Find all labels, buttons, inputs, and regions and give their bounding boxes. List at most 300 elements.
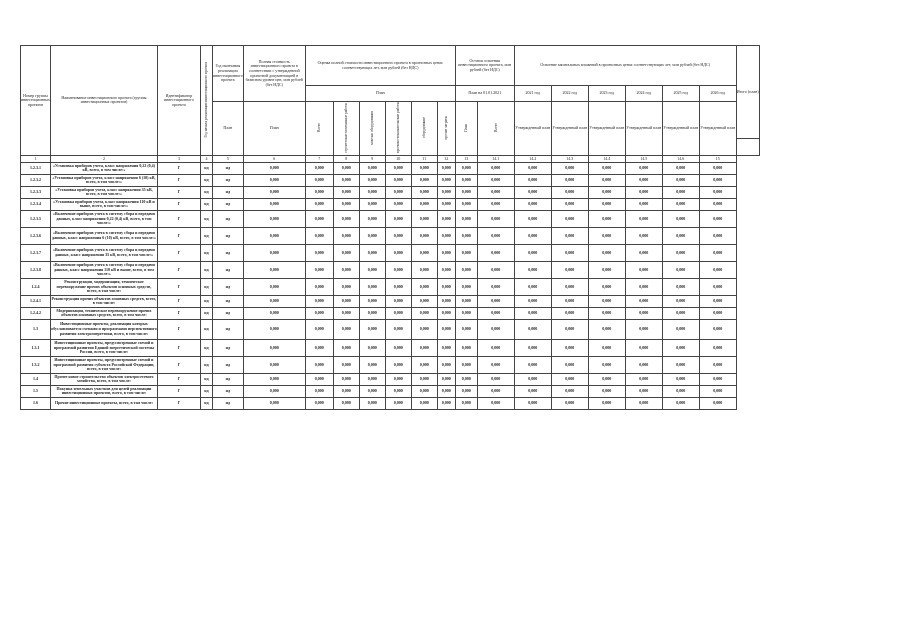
row-value: 0,000 xyxy=(477,385,514,397)
row-value: 0,000 xyxy=(333,244,359,261)
header-year-2025: 2025 год xyxy=(662,86,699,102)
column-number: 10 xyxy=(385,155,411,162)
header-remaining-plan: План xyxy=(455,102,477,156)
row-value: 0,000 xyxy=(662,186,699,198)
row-value: 0,000 xyxy=(551,373,588,385)
header-plan-col5: План xyxy=(212,102,243,156)
row-value: 0,000 xyxy=(662,373,699,385)
row-value: 0,000 xyxy=(437,385,455,397)
row-value: 0,000 xyxy=(455,385,477,397)
row-start-year: нд xyxy=(200,210,212,227)
row-value: 0,000 xyxy=(333,261,359,278)
row-value: 0,000 xyxy=(588,186,625,198)
column-number: 14.2 xyxy=(514,155,551,162)
row-start-year: нд xyxy=(200,174,212,186)
row-value: 0,000 xyxy=(305,319,333,339)
table-row xyxy=(21,244,760,261)
row-value: 0,000 xyxy=(455,295,477,307)
table-row xyxy=(21,186,760,198)
table-row xyxy=(21,174,760,186)
row-value: 0,000 xyxy=(699,244,736,261)
row-value: 0,000 xyxy=(477,295,514,307)
header-plan-col6: План xyxy=(243,102,305,156)
row-number: 1.5 xyxy=(21,385,51,397)
table-row xyxy=(21,162,760,174)
row-value: 0,000 xyxy=(333,162,359,174)
row-number: 1.2.3.3 xyxy=(21,186,51,198)
row-value: 0,000 xyxy=(514,227,551,244)
row-end-year: нд xyxy=(212,319,243,339)
row-end-year: нд xyxy=(212,295,243,307)
row-value: 0,000 xyxy=(477,261,514,278)
row-value: 0,000 xyxy=(411,186,437,198)
row-value: 0,000 xyxy=(514,397,551,409)
header-year-2023: 2023 год xyxy=(588,86,625,102)
row-value: 0,000 xyxy=(514,385,551,397)
row-value: 0,000 xyxy=(437,244,455,261)
table-row xyxy=(21,397,760,409)
row-value: 0,000 xyxy=(411,162,437,174)
row-value: 0,000 xyxy=(699,186,736,198)
row-value: 0,000 xyxy=(411,339,437,356)
row-name: Инвестиционные проекты, предусмотренные схемой и программой развития субъекта Российской Федерации, всего, в том числе: xyxy=(50,356,157,373)
row-value: 0,000 xyxy=(411,174,437,186)
row-value: 0,000 xyxy=(411,210,437,227)
row-number: 1.2.4 xyxy=(21,278,51,295)
row-value: 0,000 xyxy=(625,356,662,373)
row-end-year: нд xyxy=(212,373,243,385)
table-row xyxy=(21,356,760,373)
row-value: 0,000 xyxy=(359,385,385,397)
row-value: 0,000 xyxy=(699,227,736,244)
row-value: 0,000 xyxy=(305,307,333,319)
row-value: 0,000 xyxy=(437,319,455,339)
header-remaining-total: Всего xyxy=(477,102,514,156)
row-value: 0,000 xyxy=(437,227,455,244)
row-value: 0,000 xyxy=(243,261,305,278)
row-value: 0,000 xyxy=(333,295,359,307)
row-value: 0,000 xyxy=(625,397,662,409)
column-number: 14.5 xyxy=(625,155,662,162)
row-number: 1.2.4.2 xyxy=(21,307,51,319)
row-value: 0,000 xyxy=(411,278,437,295)
row-value: 0,000 xyxy=(437,186,455,198)
header-end-year: Год окончания реализации инвестиционного проекта xyxy=(212,46,243,102)
row-value: 0,000 xyxy=(243,295,305,307)
row-value: 0,000 xyxy=(359,198,385,210)
row-number: 1.2.3.8 xyxy=(21,261,51,278)
row-value: 0,000 xyxy=(305,198,333,210)
row-value: 0,000 xyxy=(359,339,385,356)
row-value: 0,000 xyxy=(243,162,305,174)
row-value: 0,000 xyxy=(588,356,625,373)
row-value: 0,000 xyxy=(662,385,699,397)
row-value: 0,000 xyxy=(359,162,385,174)
row-number: 1.2.3.2 xyxy=(21,174,51,186)
row-value: 0,000 xyxy=(551,186,588,198)
row-value: 0,000 xyxy=(699,174,736,186)
row-start-year: нд xyxy=(200,307,212,319)
row-value: 0,000 xyxy=(625,244,662,261)
row-value: 0,000 xyxy=(305,244,333,261)
row-value: 0,000 xyxy=(477,373,514,385)
row-value: 0,000 xyxy=(551,261,588,278)
row-value: 0,000 xyxy=(588,227,625,244)
row-value: 0,000 xyxy=(455,339,477,356)
row-value: 0,000 xyxy=(455,186,477,198)
row-value: 0,000 xyxy=(625,319,662,339)
row-value: 0,000 xyxy=(385,198,411,210)
row-value: 0,000 xyxy=(588,295,625,307)
header-remaining: Остаток освоения инвестиционного проекта, млн рублей (без НДС) xyxy=(455,46,514,86)
header-approved-2024: Утвержденный план xyxy=(625,102,662,156)
row-value: 0,000 xyxy=(625,339,662,356)
row-value: 0,000 xyxy=(455,261,477,278)
table-row xyxy=(21,261,760,278)
row-value: 0,000 xyxy=(455,356,477,373)
row-value: 0,000 xyxy=(437,261,455,278)
row-value: 0,000 xyxy=(243,210,305,227)
row-value: 0,000 xyxy=(333,356,359,373)
header-project-name: Наименование инвестиционного проекта (группы инвестиционных проектов) xyxy=(50,46,157,156)
row-value: 0,000 xyxy=(411,244,437,261)
row-value: 0,000 xyxy=(243,278,305,295)
row-value: 0,000 xyxy=(437,397,455,409)
row-value: 0,000 xyxy=(411,227,437,244)
row-number: 1.4 xyxy=(21,373,51,385)
row-value: 0,000 xyxy=(551,385,588,397)
row-start-year: нд xyxy=(200,244,212,261)
header-sub-total: Всего xyxy=(305,102,333,156)
row-value: 0,000 xyxy=(625,385,662,397)
row-name: Инвестиционные проекты, реализация которых обуславливается схемами и программами перспективного развития электроэнергетики, всего, в том числе: xyxy=(50,319,157,339)
header-project-id: Идентификатор инвестиционного проекта xyxy=(157,46,200,156)
row-name: «Установка приборов учета, класс напряжения 0,22 (0,4) кВ, всего, в том числе:» xyxy=(50,162,157,174)
row-value: 0,000 xyxy=(455,278,477,295)
row-value: 0,000 xyxy=(359,186,385,198)
row-value: 0,000 xyxy=(455,210,477,227)
row-name: Реконструкция, модернизация, техническое перевооружение прочих объектов основных средств, всего, в том числе: xyxy=(50,278,157,295)
row-end-year: нд xyxy=(212,339,243,356)
row-value: 0,000 xyxy=(305,261,333,278)
table-row xyxy=(21,278,760,295)
row-value: 0,000 xyxy=(305,339,333,356)
row-value: 0,000 xyxy=(662,198,699,210)
row-value: 0,000 xyxy=(455,373,477,385)
table-row xyxy=(21,227,760,244)
row-id: Г xyxy=(157,261,200,278)
row-value: 0,000 xyxy=(551,307,588,319)
row-value: 0,000 xyxy=(411,319,437,339)
row-number: 1.2.3.6 xyxy=(21,227,51,244)
row-value: 0,000 xyxy=(305,210,333,227)
row-value: 0,000 xyxy=(305,162,333,174)
row-end-year: нд xyxy=(212,397,243,409)
row-value: 0,000 xyxy=(514,261,551,278)
row-value: 0,000 xyxy=(333,339,359,356)
row-value: 0,000 xyxy=(625,227,662,244)
table-row xyxy=(21,307,760,319)
row-end-year: нд xyxy=(212,186,243,198)
row-value: 0,000 xyxy=(477,198,514,210)
row-value: 0,000 xyxy=(477,186,514,198)
row-value: 0,000 xyxy=(625,278,662,295)
row-start-year: нд xyxy=(200,295,212,307)
row-value: 0,000 xyxy=(385,385,411,397)
data-table xyxy=(20,45,760,410)
row-start-year: нд xyxy=(200,385,212,397)
row-id: Г xyxy=(157,162,200,174)
row-value: 0,000 xyxy=(243,385,305,397)
column-number: 6 xyxy=(243,155,305,162)
row-name: Реконструкция прочих объектов основных средств, всего, в том числе: xyxy=(51,295,157,306)
row-value: 0,000 xyxy=(455,198,477,210)
row-value: 0,000 xyxy=(699,162,736,174)
row-value: 0,000 xyxy=(385,186,411,198)
header-sub-montage: монтаж оборудования xyxy=(359,102,385,156)
row-id: Г xyxy=(157,356,200,373)
column-number: 8 xyxy=(333,155,359,162)
header-approved-2025: Утвержденный план xyxy=(662,102,699,156)
header-approved-2023: Утвержденный план xyxy=(588,102,625,156)
row-value: 0,000 xyxy=(662,397,699,409)
row-value: 0,000 xyxy=(455,244,477,261)
row-name: Модернизация, техническое перевооружение прочих объектов основных средств, всего, в том числе: xyxy=(50,307,157,319)
column-number: 7 xyxy=(305,155,333,162)
row-value: 0,000 xyxy=(359,319,385,339)
header-approved-2021: Утвержденный план xyxy=(514,102,551,156)
header-sub-smr: строительно-монтажные работы xyxy=(333,102,359,156)
row-value: 0,000 xyxy=(477,174,514,186)
row-value: 0,000 xyxy=(411,295,437,307)
header-total: Итого (план) xyxy=(736,46,759,139)
row-end-year: нд xyxy=(212,356,243,373)
row-value: 0,000 xyxy=(514,373,551,385)
row-value: 0,000 xyxy=(359,373,385,385)
row-value: 0,000 xyxy=(551,227,588,244)
row-value: 0,000 xyxy=(333,373,359,385)
row-value: 0,000 xyxy=(385,278,411,295)
column-number-row xyxy=(21,155,760,162)
row-id: Г xyxy=(157,186,200,198)
row-value: 0,000 xyxy=(455,174,477,186)
row-value: 0,000 xyxy=(662,307,699,319)
table-row xyxy=(21,319,760,339)
header-plan-date: План на 01.01.2021 xyxy=(455,86,514,102)
row-end-year: нд xyxy=(212,261,243,278)
row-value: 0,000 xyxy=(455,162,477,174)
row-value: 0,000 xyxy=(699,278,736,295)
row-id: Г xyxy=(157,339,200,356)
row-value: 0,000 xyxy=(385,244,411,261)
row-end-year: нд xyxy=(212,244,243,261)
row-start-year: нд xyxy=(200,198,212,210)
column-number: 14.3 xyxy=(551,155,588,162)
row-value: 0,000 xyxy=(359,278,385,295)
row-number: 1.2.3.1 xyxy=(21,162,51,174)
row-value: 0,000 xyxy=(477,278,514,295)
row-value: 0,000 xyxy=(477,227,514,244)
row-value: 0,000 xyxy=(625,162,662,174)
row-value: 0,000 xyxy=(243,198,305,210)
row-name: «Включение приборов учета в систему сбора и передачи данных, класс напряжения 0,22 (0,4) кВ, всего, в том числе:» xyxy=(50,210,157,227)
header-approved-2026: Утвержденный план xyxy=(699,102,736,156)
row-value: 0,000 xyxy=(455,319,477,339)
column-number: 14.6 xyxy=(662,155,699,162)
row-value: 0,000 xyxy=(662,162,699,174)
header-full-cost: Полная стоимость инвестиционного проекта в соответствии с утвержденной проектной документацией в базисном уровне цен, млн рублей (без НДС) xyxy=(243,46,305,102)
row-value: 0,000 xyxy=(385,227,411,244)
row-value: 0,000 xyxy=(243,373,305,385)
row-end-year: нд xyxy=(212,210,243,227)
row-name: Покупка земельных участков для целей реализации инвестиционных проектов, всего, в том числе: xyxy=(50,385,157,397)
row-end-year: нд xyxy=(212,162,243,174)
row-name: Инвестиционные проекты, предусмотренные схемой и программой развития Единой энергетической системы России, всего, в том числе: xyxy=(50,339,157,356)
row-id: Г xyxy=(157,385,200,397)
row-value: 0,000 xyxy=(662,339,699,356)
row-value: 0,000 xyxy=(385,319,411,339)
row-value: 0,000 xyxy=(551,278,588,295)
row-value: 0,000 xyxy=(514,295,551,307)
row-value: 0,000 xyxy=(588,385,625,397)
row-value: 0,000 xyxy=(333,210,359,227)
row-value: 0,000 xyxy=(437,295,455,307)
row-name: «Установка приборов учета, класс напряжения 35 кВ, всего, в том числе:» xyxy=(50,186,157,198)
row-value: 0,000 xyxy=(699,356,736,373)
row-name: «Включение приборов учета в систему сбора и передачи данных, класс напряжения 6 (10) кВ, всего, в том числе:» xyxy=(50,227,157,244)
row-value: 0,000 xyxy=(333,278,359,295)
row-start-year: нд xyxy=(200,186,212,198)
table-row xyxy=(21,385,760,397)
row-value: 0,000 xyxy=(514,244,551,261)
row-number: 1.2.3.4 xyxy=(21,198,51,210)
row-value: 0,000 xyxy=(699,397,736,409)
row-id: Г xyxy=(157,198,200,210)
row-value: 0,000 xyxy=(333,307,359,319)
table-row xyxy=(21,339,760,356)
row-start-year: нд xyxy=(200,397,212,409)
row-value: 0,000 xyxy=(551,339,588,356)
header-cost-estimate: Оценка полной стоимости инвестиционного проекта в прогнозных ценах соответствующих лет, млн рублей (без НДС) xyxy=(305,46,455,86)
row-number: 1.3.2 xyxy=(21,356,51,373)
row-value: 0,000 xyxy=(411,198,437,210)
table-row xyxy=(21,295,760,307)
row-name: «Включение приборов учета в систему сбора и передачи данных, класс напряжения 110 кВ и выше, всего, в том числе:» xyxy=(50,261,157,278)
column-number: 13 xyxy=(455,155,477,162)
row-value: 0,000 xyxy=(699,295,736,307)
row-value: 0,000 xyxy=(551,356,588,373)
row-id: Г xyxy=(157,373,200,385)
row-value: 0,000 xyxy=(333,319,359,339)
row-value: 0,000 xyxy=(305,278,333,295)
row-value: 0,000 xyxy=(385,174,411,186)
row-value: 0,000 xyxy=(551,244,588,261)
row-value: 0,000 xyxy=(625,210,662,227)
row-value: 0,000 xyxy=(385,356,411,373)
row-value: 0,000 xyxy=(243,397,305,409)
row-id: Г xyxy=(157,397,200,409)
row-value: 0,000 xyxy=(588,174,625,186)
row-value: 0,000 xyxy=(514,198,551,210)
row-value: 0,000 xyxy=(477,244,514,261)
row-value: 0,000 xyxy=(514,174,551,186)
row-id: Г xyxy=(157,278,200,295)
row-name: «Включение приборов учета в систему сбора и передачи данных, класс напряжения 35 кВ, всего, в том числе:» xyxy=(50,244,157,261)
column-number: 2 xyxy=(50,155,157,162)
row-value: 0,000 xyxy=(437,162,455,174)
row-value: 0,000 xyxy=(385,162,411,174)
row-value: 0,000 xyxy=(243,227,305,244)
row-id: Г xyxy=(157,319,200,339)
row-value: 0,000 xyxy=(359,244,385,261)
row-end-year: нд xyxy=(212,198,243,210)
row-value: 0,000 xyxy=(514,307,551,319)
row-value: 0,000 xyxy=(243,319,305,339)
row-value: 0,000 xyxy=(333,174,359,186)
row-value: 0,000 xyxy=(699,307,736,319)
row-value: 0,000 xyxy=(359,174,385,186)
row-value: 0,000 xyxy=(477,319,514,339)
row-value: 0,000 xyxy=(385,373,411,385)
row-value: 0,000 xyxy=(243,307,305,319)
row-value: 0,000 xyxy=(385,307,411,319)
row-value: 0,000 xyxy=(625,295,662,307)
row-number: 1.2.3.7 xyxy=(21,244,51,261)
row-value: 0,000 xyxy=(305,373,333,385)
table-row xyxy=(21,373,760,385)
row-value: 0,000 xyxy=(588,373,625,385)
header-year-2024: 2024 год xyxy=(625,86,662,102)
header-group-number: Номер группы инвестиционных проектов xyxy=(21,46,51,156)
row-value: 0,000 xyxy=(588,339,625,356)
row-number: 1.2.3.5 xyxy=(21,210,51,227)
row-start-year: нд xyxy=(200,339,212,356)
row-id: Г xyxy=(157,295,200,307)
row-value: 0,000 xyxy=(477,210,514,227)
row-start-year: нд xyxy=(200,278,212,295)
row-value: 0,000 xyxy=(477,307,514,319)
column-number: 4 xyxy=(200,155,212,162)
row-id: Г xyxy=(157,307,200,319)
row-value: 0,000 xyxy=(437,210,455,227)
row-id: Г xyxy=(157,227,200,244)
row-value: 0,000 xyxy=(588,397,625,409)
row-value: 0,000 xyxy=(625,174,662,186)
header-year-2021: 2021 год xyxy=(514,86,551,102)
row-value: 0,000 xyxy=(551,162,588,174)
row-end-year: нд xyxy=(212,227,243,244)
row-value: 0,000 xyxy=(359,356,385,373)
row-value: 0,000 xyxy=(385,261,411,278)
row-value: 0,000 xyxy=(243,339,305,356)
row-value: 0,000 xyxy=(333,186,359,198)
row-value: 0,000 xyxy=(359,210,385,227)
row-value: 0,000 xyxy=(551,210,588,227)
column-number: 1 xyxy=(21,155,51,162)
row-start-year: нд xyxy=(200,261,212,278)
column-number: 15 xyxy=(699,155,736,162)
row-value: 0,000 xyxy=(625,307,662,319)
row-value: 0,000 xyxy=(359,295,385,307)
column-number: 11 xyxy=(411,155,437,162)
row-value: 0,000 xyxy=(455,397,477,409)
header-plan: План xyxy=(305,86,455,102)
row-name: «Установка приборов учета, класс напряжения 110 кВ и выше, всего, в том числе:» xyxy=(50,198,157,210)
row-value: 0,000 xyxy=(588,198,625,210)
row-end-year: нд xyxy=(212,307,243,319)
header-approved-2022: Утвержденный план xyxy=(551,102,588,156)
row-value: 0,000 xyxy=(699,319,736,339)
